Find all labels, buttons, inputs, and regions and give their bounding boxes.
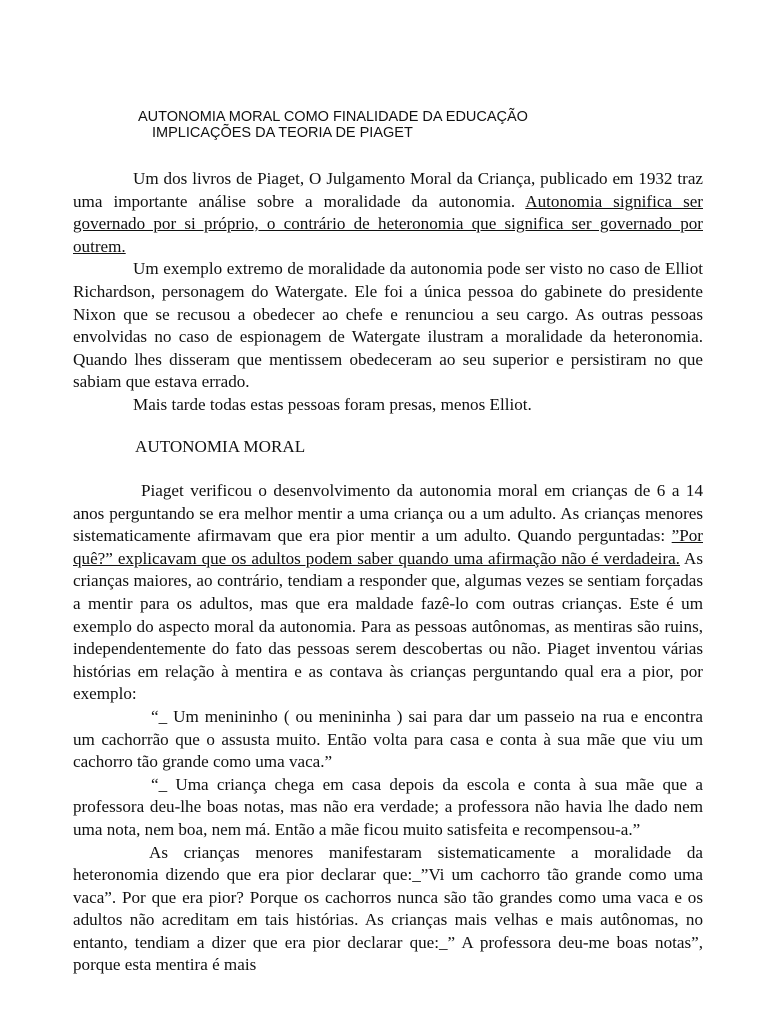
paragraph-watergate: Um exemplo extremo de moralidade da autonomia pode ser visto no caso de Elliot Richardson, personagem do Watergate. Ele foi a única pessoa do gabinete do presidente Nixon que se recusou a obedecer ao chefe e renunciou a seu cargo. As outras pessoas envolvidas no caso de espionagem de Watergate ilustram a moralidade da heteronomia. Quando lhes disseram que mentissem obedeceram ao seu superior e persistiram no que sabiam que estava errado. xyxy=(73,259,703,392)
paragraph-piaget-study xyxy=(73,480,703,706)
underlined-explanation: ”Por quê?” explicavam que os adultos podem saber quando uma afirmação não é verdadeira. xyxy=(73,526,703,568)
quote-dog-story: “_ Um menininho ( ou menininha ) sai para dar um passeio na rua e encontra um cachorrão que o assusta muito. Então volta para casa e conta à sua mãe que viu um cachorro tão grande como uma vaca.” xyxy=(73,706,703,772)
underlined-definition: Autonomia significa ser governado por si próprio, o contrário de heteronomia que significa ser governado por outrem. xyxy=(73,191,703,256)
paragraph-elliot: Mais tarde todas estas pessoas foram presas, menos Elliot. xyxy=(133,394,532,414)
section-2 xyxy=(73,480,703,977)
document-title xyxy=(138,109,528,141)
paragraph-text: Piaget verificou o desenvolvimento da autonomia moral em crianças de 6 a 14 anos perguntando se era melhor mentir a uma criança ou a um adulto. As crianças menores sistematicamente afirmavam que era pior mentir a um adulto. Quando perguntadas: xyxy=(73,481,703,546)
paragraph-younger-children: As crianças menores manifestaram sistematicamente a moralidade da heteronomia dizendo que era pior declarar que:_”Vi um cachorro tão grande como uma vaca”. Por que era pior? Porque os cachorros nunca são tão grandes como uma vaca e os adultos não acreditam em tais histórias. As crianças mais velhas e mais autônomas, no entanto, tendiam a dizer que era pior declarar que:_” A professora deu-me boas notas”, porque esta mentira é mais xyxy=(73,842,703,975)
paragraph-text: Um dos livros de Piaget, O Julgamento Moral da Criança, publicado em 1932 traz uma importante análise sobre a moralidade da autonomia. xyxy=(73,169,703,211)
title-line-2: IMPLICAÇÕES DA TEORIA DE PIAGET xyxy=(152,125,413,141)
paragraph-text-continued: As crianças maiores, ao contrário, tendiam a responder que, algumas vezes se sentiam forçadas a mentir para os adultos, mas que era maldade fazê-lo com outras crianças. Este é um exemplo do aspecto moral da autonomia. Para as pessoas autônomas, as mentiras são ruins, independentemente do fato das pessoas serem descobertas ou não. Piaget inventou várias histórias em relação à mentira e as contava às crianças perguntando qual era a pior, por exemplo: xyxy=(73,548,703,704)
paragraph-piaget-book xyxy=(73,168,703,258)
title-line-1: AUTONOMIA MORAL COMO FINALIDADE DA EDUCAÇÃO xyxy=(138,109,528,125)
quote-grades-story: “_ Uma criança chega em casa depois da escola e conta à sua mãe que a professora deu-lhe boas notas, mas não era verdade; a professora não havia lhe dado nem uma nota, nem boa, nem má. Então a mãe ficou muito satisfeita e recompensou-a.” xyxy=(73,774,703,839)
section-1 xyxy=(73,168,703,417)
section-heading: AUTONOMIA MORAL xyxy=(135,437,306,456)
